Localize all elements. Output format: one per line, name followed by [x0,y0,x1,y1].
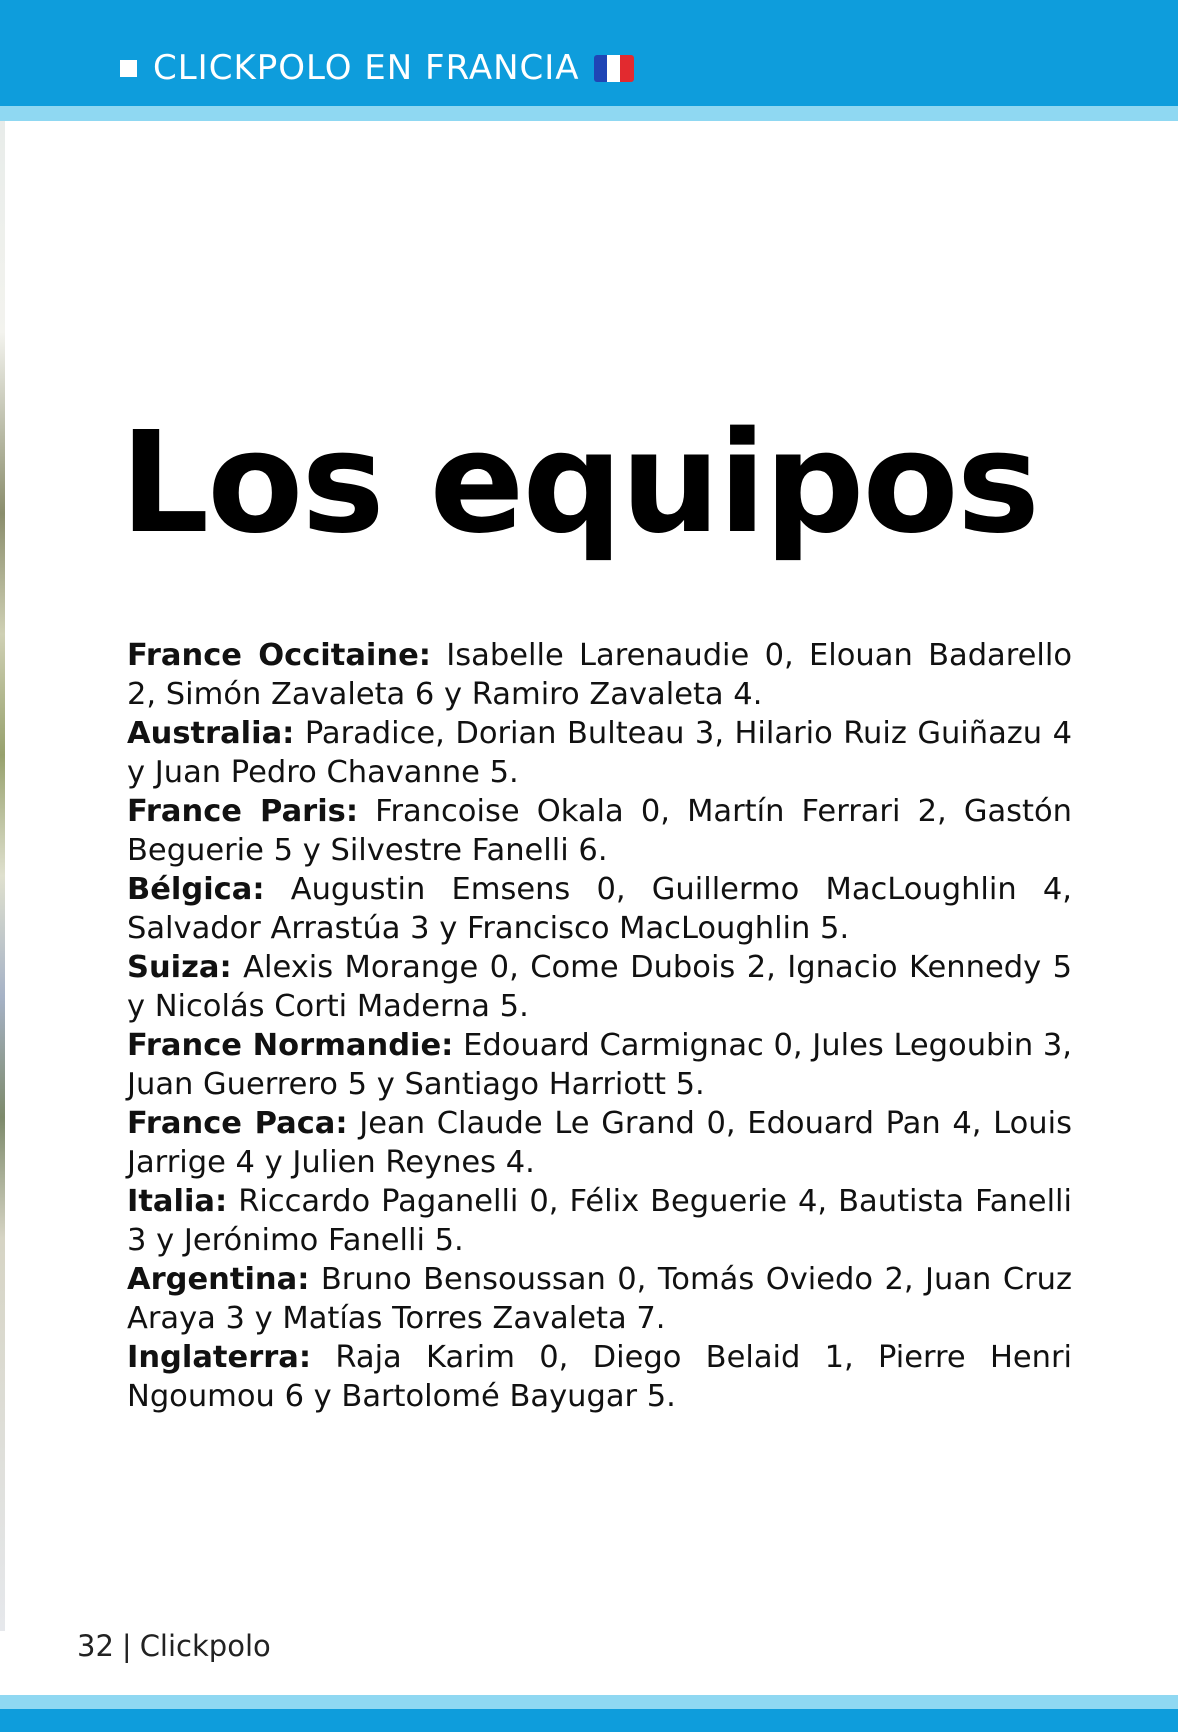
team-name: Argentina: [127,1262,310,1297]
team-entry [127,1182,1072,1260]
team-players: Bruno Bensoussan 0, Tomás Oviedo 2, Juan Cruz Araya 3 y Matías Torres Zavaleta 7. [127,1262,1072,1336]
team-entry [127,870,1072,948]
team-name: Suiza: [127,950,232,985]
section-header [120,46,634,90]
square-bullet-icon [120,60,137,77]
team-name: France Occitaine: [127,638,431,673]
page-footer [77,1628,271,1664]
page-title: Los equipos [120,402,1039,565]
team-players: Alexis Morange 0, Come Dubois 2, Ignacio Kennedy 5 y Nicolás Corti Maderna 5. [127,950,1072,1024]
team-players: Augustin Emsens 0, Guillermo MacLoughlin 4, Salvador Arrastúa 3 y Francisco MacLoughlin 5. [127,872,1072,946]
team-entry [127,1260,1072,1338]
team-players: Jean Claude Le Grand 0, Edouard Pan 4, Louis Jarrige 4 y Julien Reynes 4. [127,1106,1072,1180]
team-entry [127,792,1072,870]
team-entry [127,1338,1072,1416]
team-players: Paradice, Dorian Bulteau 3, Hilario Ruiz Guiñazu 4 y Juan Pedro Chavanne 5. [127,716,1072,790]
team-players: Isabelle Larenaudie 0, Elouan Badarello 2, Simón Zavaleta 6 y Ramiro Zavaleta 4. [127,638,1072,712]
footer-stripe [0,1695,1178,1709]
team-players: Riccardo Paganelli 0, Félix Beguerie 4, Bautista Fanelli 3 y Jerónimo Fanelli 5. [127,1184,1072,1258]
team-players: Edouard Carmignac 0, Jules Legoubin 3, Juan Guerrero 5 y Santiago Harriott 5. [127,1028,1072,1102]
footer-bar [0,1709,1178,1732]
team-players: Raja Karim 0, Diego Belaid 1, Pierre Henri Ngoumou 6 y Bartolomé Bayugar 5. [127,1340,1072,1414]
header-stripe [0,106,1178,121]
team-name: Bélgica: [127,872,265,907]
team-entry [127,1026,1072,1104]
publication-name: Clickpolo [139,1629,271,1663]
team-entry [127,948,1072,1026]
team-name: Italia: [127,1184,228,1219]
teams-list [127,636,1072,1416]
team-name: France Paca: [127,1106,348,1141]
adjacent-page-edge [0,121,5,1631]
page-number: 32 [77,1629,114,1663]
team-name: Inglaterra: [127,1340,312,1375]
team-entry [127,714,1072,792]
team-entry [127,1104,1072,1182]
france-flag-icon [594,55,634,82]
team-name: Australia: [127,716,295,751]
team-players: Francoise Okala 0, Martín Ferrari 2, Gastón Beguerie 5 y Silvestre Fanelli 6. [127,794,1072,868]
footer-separator: | [121,1629,132,1663]
section-label-text: CLICKPOLO EN FRANCIA [153,48,580,88]
team-entry [127,636,1072,714]
team-name: France Normandie: [127,1028,454,1063]
team-name: France Paris: [127,794,359,829]
